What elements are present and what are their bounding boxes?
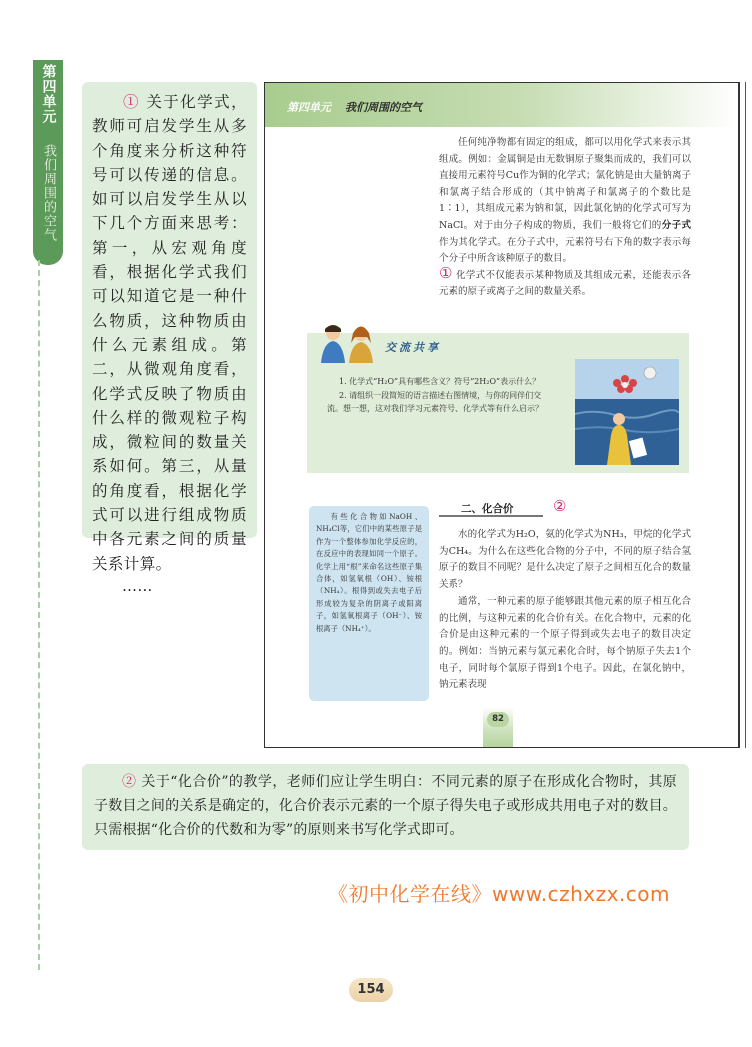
intro-paragraph-2 (439, 263, 691, 301)
header-title: 我们周围的空气 (345, 101, 422, 114)
margin-dashed-line (38, 260, 40, 970)
chapter-tab (33, 60, 63, 265)
page-number: 154 (349, 978, 393, 1002)
textbook-header (265, 83, 738, 127)
section-paragraph-2: 通常，一种元素的原子能够跟其他元素的原子相互化合的比例，与这种元素的化合价有关。在化合物中，元素的化合价是由这种元素的一个原子得到或失去电子的数目决定的。例如：当钠元素与氯元素化合时，每个钠原子失去1个电子，同时每个氯原子得到1个电子。因此，在氯化钠中，钠元素表现 (439, 595, 691, 691)
watermark: 《初中化学在线》www.czhxzx.com (328, 882, 671, 906)
section-title: 二、化合价 (461, 503, 514, 515)
exchange-questions (327, 375, 557, 416)
sidebar-note-text: 有些化合物如NaOH、NH₄Cl等，它们中的某些原子是作为一个整体参加化学反应的，在反应中的表现如同一个原子。化学上用“根”来命名这些原子集合体，如氢氧根（OH）、铵根（NH₄）。根得到或失去电子后形成较为复杂的阴离子或阳离子，如氢氧根离子（OH⁻）、铵根离子（NH₄⁺）。 (316, 512, 422, 633)
section-paragraphs (439, 527, 691, 694)
question-1: 1. 化学式“H₂O”具有哪些含义？符号“2H₂O”表示什么？ (339, 377, 541, 386)
teaching-note-2 (82, 764, 689, 850)
textbook-page (264, 82, 739, 748)
teaching-note-2-body: 关于“化合价”的教学，老师们应让学生明白：不同元素的原子在形成化合物时，其原子数目之间的关系是确定的，化合价表示元素的一个原子得失电子或形成共用电子对的数目。只需根据“化合价的代数和为零”的原则来书写化学式即可。 (94, 774, 678, 838)
intro-text-1: 任何纯净物都有固定的组成，都可以用化学式来表示其组成。例如：金属铜是由无数铜原子聚集而成的，我们可以直接用元素符号Cu作为铜的化学式；氯化钠是由大量钠离子和氯离子结合形成的（其中钠离子和氯离子的个数比是1∶1），其组成元素为钠和氯，因此氯化钠的化学式可写为NaCl。对于由分子构成的物质，我们一般将它们的 (439, 137, 691, 231)
teaching-note-1-ellipsis: …… (122, 576, 153, 595)
book-edge-line (739, 82, 740, 748)
sea-scene-illustration-icon (575, 359, 679, 465)
header-unit: 第四单元 (287, 101, 331, 114)
intro-bold-term: 分子式 (661, 219, 691, 231)
intro-text-2: 化学式不仅能表示某种物质及其组成元素，还能表示各元素的原子或离子之间的数量关系。 (439, 269, 691, 298)
sidebar-note (309, 506, 429, 701)
question-2: 2. 请组织一段简短的语言描述右图情境，与你的同伴们交流。想一想，这对我们学习元素符号、化学式等有什么启示？ (327, 390, 543, 413)
teaching-note-2-text (94, 770, 677, 842)
intro-marker: ① (439, 263, 453, 282)
teaching-note-1-body: 关于化学式，教师可启发学生从多个角度来分析这种符号可以传递的信息。如可以启发学生从以下几个方面来思考：第一，从宏观角度看，根据化学式我们可以知道它是一种什么物质，这种物质由什么元素组成。第二，从微观角度看，化学式反映了物质由什么样的微观粒子构成，微粒间的数量关系如何。第三，从量的角度看，根据化学式可以进行组成物质中各元素之间的质量关系计算。 (92, 93, 247, 573)
section-marker: ② (553, 497, 567, 515)
note-marker-1: ① (123, 93, 140, 111)
chapter-unit: 第四单元 (40, 64, 57, 124)
chapter-topic: 我们周围的空气 (41, 144, 56, 242)
teaching-note-1-text (92, 90, 247, 576)
intro-text-1-tail: 作为其化学式。在分子式中，元素符号右下角的数字表示每个分子中所含该种原子的数目。 (439, 236, 691, 265)
section-title-underline (439, 515, 543, 517)
teaching-note-1 (82, 82, 257, 595)
intro-paragraph (439, 135, 691, 301)
book-edge-line-2 (745, 82, 746, 748)
note-marker-2: ② (122, 774, 137, 790)
intro-paragraph-1 (439, 135, 691, 268)
book-page-number: 82 (487, 712, 509, 727)
students-illustration-icon (315, 323, 385, 363)
section-paragraph-1: 水的化学式为H₂O，氨的化学式为NH₃，甲烷的化学式为CH₄。为什么在这些化合物的分子中，不同的原子结合氢原子的数目不同呢？是什么决定了原子之间相互化合的数量关系？ (439, 529, 691, 591)
exchange-title: 交流共享 (385, 341, 441, 354)
